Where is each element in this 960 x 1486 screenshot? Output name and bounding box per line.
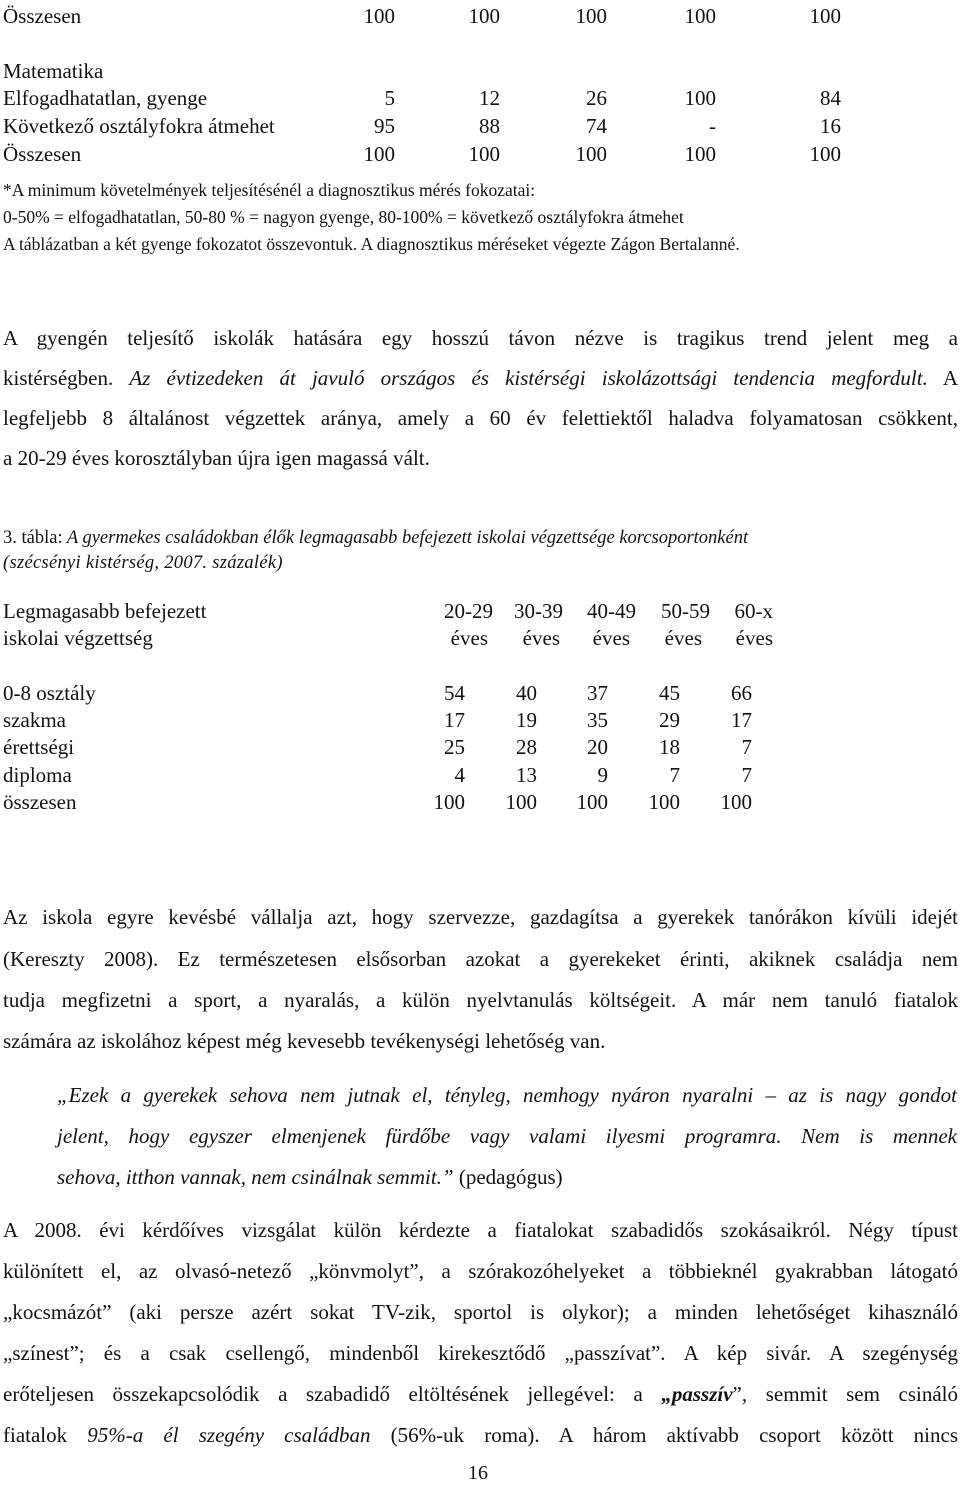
paragraph-text: kistérségben. [3, 366, 130, 390]
paragraph-line: Az iskola egyre kevésbé vállalja azt, hogy szervezze, gazdagítsa a gyerekek tanórákon kívüli idejét [3, 905, 958, 929]
paragraph-text: ”, semmit sem csináló [732, 1382, 959, 1406]
age-group-header: 60-x [734, 599, 773, 623]
age-group-header: 40-49 [587, 599, 636, 623]
table-note: *A minimum követelmények teljesítésénél a diagnosztikus mérés fokozatai: [3, 180, 536, 200]
math-row-value: 12 [479, 86, 500, 110]
age-group-header: 20-29 [444, 599, 493, 623]
math-row-value: 100 [468, 142, 500, 166]
math-row-value: 88 [479, 114, 500, 138]
paragraph-line: tudja megfizetni a sport, a nyaralás, a külön nyelvtanulás költségeit. A már nem tanuló fiatalok [3, 988, 958, 1012]
math-row-value: 100 [684, 142, 716, 166]
paragraph-line [3, 1380, 958, 1408]
math-row-value: 100 [809, 142, 841, 166]
table3-cell: 18 [659, 735, 680, 759]
paragraph-line: legfeljebb 8 általánost végzettek aránya, amely a 60 év felettiektől haladva folyamatosan csökkent, [3, 406, 958, 430]
paragraph-text: erőteljesen összekapcsolódik a szabadidő eltöltésének jellegével: a [3, 1382, 662, 1406]
age-unit-header: éves [592, 626, 630, 650]
quote-source: (pedagógus) [453, 1165, 563, 1189]
emphasis-text: „passzív [661, 1382, 733, 1406]
table3-row-label: szakma [3, 708, 66, 732]
table3-row-label: összesen [3, 790, 77, 814]
total-row-value: 100 [363, 4, 395, 28]
paragraph-line [3, 1421, 958, 1449]
math-row-value: 95 [374, 114, 395, 138]
table3-cell: 35 [587, 708, 608, 732]
paragraph-line: számára az iskolához képest még kevesebb tevékenységi lehetőség van. [3, 1029, 606, 1053]
age-unit-header: éves [735, 626, 773, 650]
table3-cell: 9 [597, 763, 608, 787]
math-row-value: 74 [586, 114, 607, 138]
age-unit-header: éves [450, 626, 488, 650]
paragraph-line [3, 364, 958, 392]
total-row-value: 100 [468, 4, 500, 28]
total-row-value: 100 [684, 4, 716, 28]
table3-cell: 4 [454, 763, 465, 787]
table3-cell: 17 [444, 708, 465, 732]
table-note: 0-50% = elfogadhatatlan, 50-80 % = nagyon gyenge, 80-100% = következő osztályfokra átmehet [3, 207, 684, 227]
math-row-label: Összesen [3, 142, 82, 166]
math-row-value: 100 [363, 142, 395, 166]
total-row-value: 100 [809, 4, 841, 28]
age-unit-header: éves [664, 626, 702, 650]
table3-row-label: 0-8 osztály [3, 681, 96, 705]
math-row-label: Elfogadhatatlan, gyenge [3, 86, 208, 110]
total-row-label: Összesen [3, 4, 82, 28]
quote-line: „Ezek a gyerekek sehova nem jutnak el, tényleg, nemhogy nyáron nyaralni – az is nagy gondot [57, 1083, 957, 1107]
total-row-value: 100 [575, 4, 607, 28]
math-row-value: 100 [575, 142, 607, 166]
age-group-header: 50-59 [661, 599, 710, 623]
table3-cell: 100 [433, 790, 465, 814]
table-note: A táblázatban a két gyenge fokozatot összevontuk. A diagnosztikus méréseket végezte Zágon Bertalanné. [3, 234, 740, 254]
table3-cell: 54 [444, 681, 465, 705]
age-unit-header: éves [522, 626, 560, 650]
table3-cell: 20 [587, 735, 608, 759]
paragraph-line: (Kereszty 2008). Ez természetesen elsősorban azokat a gyerekeket érinti, akiknek családja nem [3, 947, 958, 971]
table3-cell: 100 [576, 790, 608, 814]
table3-cell: 45 [659, 681, 680, 705]
table3-cell: 7 [741, 735, 752, 759]
paragraph-line: különített el, az olvasó-netező „könvmolyt”, a szórakozóhelyeket a többieknél gyakrabban látogató [3, 1259, 958, 1283]
paragraph-line: a 20-29 éves korosztályban újra igen magassá vált. [3, 446, 430, 470]
table3-cell: 40 [516, 681, 537, 705]
table3-cell: 29 [659, 708, 680, 732]
paragraph-text: A [927, 366, 958, 390]
math-row-value: 5 [384, 86, 395, 110]
table3-cell: 19 [516, 708, 537, 732]
table3-cell: 100 [505, 790, 537, 814]
caption-label: 3. tábla: [3, 528, 63, 548]
math-row-value: 26 [586, 86, 607, 110]
table3-cell: 13 [516, 763, 537, 787]
table-caption: (szécsényi kistérség, 2007. százalék) [3, 553, 283, 573]
age-group-header: 30-39 [514, 599, 563, 623]
table3-cell: 7 [741, 763, 752, 787]
math-table-title: Matematika [3, 59, 104, 83]
table3-cell: 28 [516, 735, 537, 759]
paragraph-text: (56%-uk roma). A három aktívabb csoport között nincs [370, 1423, 958, 1447]
quote-line [57, 1163, 957, 1191]
table3-header: iskolai végzettség [3, 626, 153, 650]
paragraph-line: A gyengén teljesítő iskolák hatására egy hosszú távon nézve is tragikus trend jelent meg a [3, 326, 958, 350]
paragraph-text: fiatalok [3, 1423, 88, 1447]
table3-cell: 25 [444, 735, 465, 759]
table3-cell: 100 [720, 790, 752, 814]
caption-text: A gyermekes családokban élők legmagasabb befejezett iskolai végzettsége korcsoportonként [62, 528, 749, 548]
math-row-value: 16 [820, 114, 841, 138]
paragraph-line: „színest”; és a csak csellengő, mindenből kirekesztődő „passzívat”. A kép sivár. A szegénység [3, 1341, 958, 1365]
math-row-label: Következő osztályfokra átmehet [3, 114, 275, 138]
table3-cell: 100 [648, 790, 680, 814]
quote-text: sehova, itthon vannak, nem csinálnak semmit.” [57, 1165, 454, 1189]
table-caption [3, 526, 748, 550]
paragraph-line: A 2008. évi kérdőíves vizsgálat külön kérdezte a fiatalokat szabadidős szokásaikról. Négy típust [3, 1218, 958, 1242]
table3-header: Legmagasabb befejezett [3, 599, 207, 623]
emphasis-text: 95%-a él szegény családban [87, 1423, 371, 1447]
paragraph-line: „kocsmázót” (aki persze azért sokat TV-zik, sportol is olykor); a minden lehetőséget kihasználó [3, 1300, 958, 1324]
table3-cell: 17 [731, 708, 752, 732]
quote-line: jelent, hogy egyszer elmenjenek fürdőbe vagy valami ilyesmi programra. Nem is mennek [57, 1124, 957, 1148]
table3-cell: 37 [587, 681, 608, 705]
math-row-value: 100 [684, 86, 716, 110]
math-row-value: 84 [820, 86, 841, 110]
table3-cell: 7 [669, 763, 680, 787]
page-number: 16 [468, 1462, 488, 1484]
emphasis-text: Az évtizedeken át javuló országos és kistérségi iskolázottsági tendencia megfordult. [129, 366, 928, 390]
table3-row-label: diploma [3, 763, 72, 787]
math-row-value: - [709, 114, 716, 138]
table3-row-label: érettségi [3, 735, 75, 759]
table3-cell: 66 [731, 681, 752, 705]
